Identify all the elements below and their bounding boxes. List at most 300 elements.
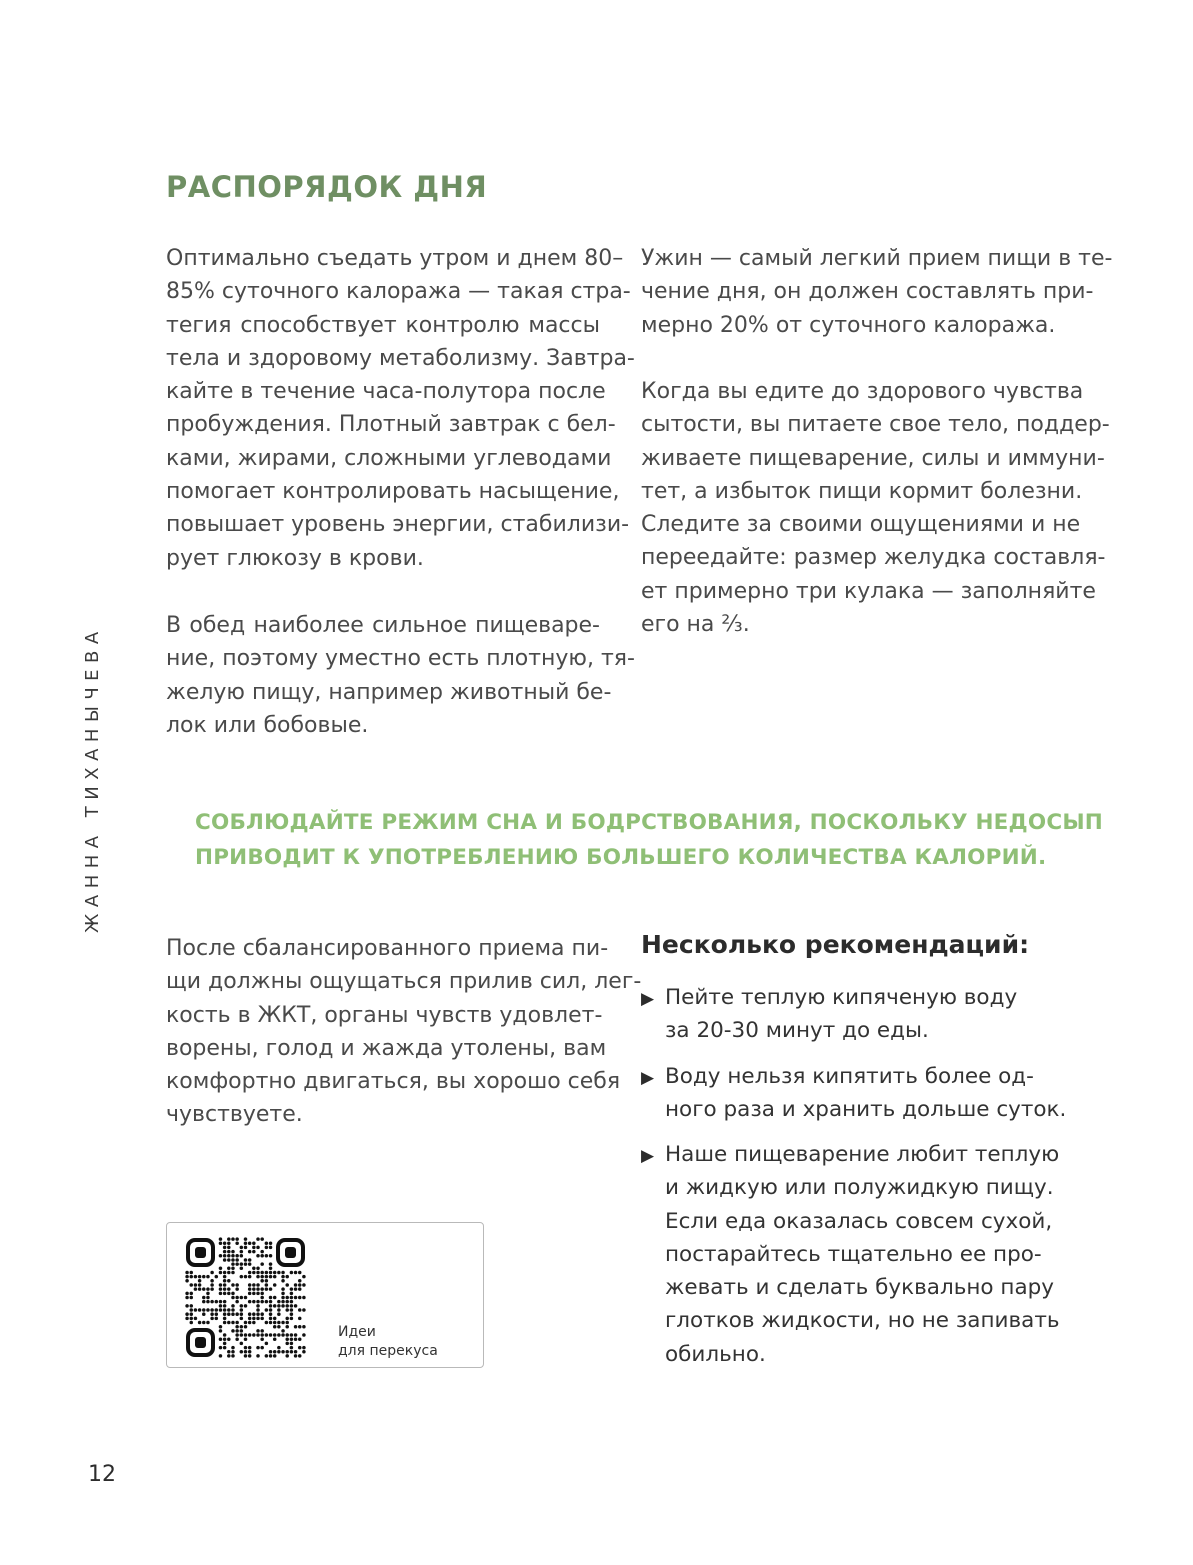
qr-module: [273, 1317, 277, 1321]
qr-module: [285, 1333, 289, 1337]
qr-module: [198, 1287, 202, 1291]
text-line: В обед наиболее сильное пищеваре-: [166, 613, 600, 638]
qr-caption: [338, 1323, 438, 1360]
qr-module: [260, 1317, 264, 1321]
qr-module: [231, 1292, 235, 1296]
qr-module: [206, 1275, 210, 1279]
page-number: 12: [88, 1462, 116, 1487]
qr-module: [248, 1350, 252, 1354]
qr-module: [265, 1308, 269, 1312]
text-line: пробуждения. Плотный завтрак с бел-: [166, 412, 616, 438]
qr-module: [190, 1296, 194, 1300]
qr-module: [260, 1271, 264, 1275]
qr-module: [285, 1354, 289, 1358]
qr-module: [277, 1321, 281, 1325]
qr-module: [252, 1271, 256, 1275]
qr-module: [248, 1262, 252, 1266]
text-line: глотков жидкости, но не запивать: [665, 1308, 1060, 1334]
text-line: ворены, голод и жажда утолены, вам: [166, 1035, 607, 1061]
qr-module: [219, 1242, 223, 1246]
qr-module: [219, 1337, 223, 1341]
qr-module: [285, 1342, 289, 1346]
qr-module: [260, 1250, 264, 1254]
qr-module: [185, 1279, 189, 1283]
text-line: и жидкую или полужидкую пищу.: [665, 1175, 1054, 1201]
qr-module: [290, 1296, 294, 1300]
qr-module: [185, 1292, 189, 1296]
triangle-bullet-icon: ▶: [641, 1146, 655, 1166]
qr-module: [219, 1283, 223, 1287]
qr-module: [269, 1287, 273, 1291]
qr-module: [260, 1237, 264, 1241]
qr-module: [198, 1283, 202, 1287]
qr-module: [248, 1354, 252, 1358]
text-line: Воду нельзя кипятить более од-: [665, 1064, 1034, 1089]
qr-module: [285, 1304, 289, 1308]
qr-module: [227, 1354, 231, 1358]
qr-module: [252, 1283, 256, 1287]
recommendation-item: [641, 1060, 1067, 1127]
qr-module: [235, 1237, 239, 1241]
qr-module: [277, 1325, 281, 1329]
qr-module: [202, 1312, 206, 1316]
qr-module: [219, 1300, 223, 1304]
qr-module: [256, 1254, 260, 1258]
qr-module: [210, 1271, 214, 1275]
qr-module: [260, 1300, 264, 1304]
qr-module: [260, 1337, 264, 1341]
qr-module: [248, 1242, 252, 1246]
qr-module: [231, 1354, 235, 1358]
qr-module: [202, 1287, 206, 1291]
qr-module: [285, 1300, 289, 1304]
qr-module: [285, 1321, 289, 1325]
qr-module: [240, 1325, 244, 1329]
qr-module: [285, 1283, 289, 1287]
qr-module: [281, 1271, 285, 1275]
qr-module: [252, 1312, 256, 1316]
qr-module: [298, 1325, 302, 1329]
qr-module: [244, 1321, 248, 1325]
qr-module: [265, 1275, 269, 1279]
qr-module: [290, 1317, 294, 1321]
qr-module: [240, 1342, 244, 1346]
right-paragraph-1: [641, 242, 1113, 342]
text-line: мерно 20% от суточного калоража.: [641, 312, 1056, 338]
qr-module: [202, 1300, 206, 1304]
qr-module: [219, 1267, 223, 1271]
qr-module: [206, 1308, 210, 1312]
qr-module: [256, 1292, 260, 1296]
qr-module: [244, 1296, 248, 1300]
recommendation-item: [641, 1138, 1061, 1371]
qr-module: [298, 1317, 302, 1321]
qr-module: [273, 1271, 277, 1275]
qr-module: [235, 1296, 239, 1300]
left-paragraph-2: [166, 609, 635, 742]
qr-module: [256, 1354, 260, 1358]
qr-module: [223, 1317, 227, 1321]
text-line: Оптимально съедать утром и днем 80–: [166, 246, 624, 271]
qr-module: [198, 1321, 202, 1325]
qr-module: [215, 1300, 219, 1304]
qr-module: [244, 1304, 248, 1308]
qr-module: [269, 1267, 273, 1271]
qr-module: [240, 1312, 244, 1316]
qr-module: [244, 1337, 248, 1341]
qr-module: [231, 1262, 235, 1266]
qr-module: [219, 1237, 223, 1241]
qr-module: [244, 1333, 248, 1337]
qr-module: [223, 1337, 227, 1341]
qr-module: [273, 1283, 277, 1287]
qr-module: [265, 1300, 269, 1304]
qr-module: [260, 1329, 264, 1333]
qr-module: [190, 1317, 194, 1321]
qr-module: [219, 1292, 223, 1296]
qr-module: [269, 1262, 273, 1266]
qr-module: [273, 1275, 277, 1279]
qr-module: [265, 1287, 269, 1291]
qr-module: [235, 1283, 239, 1287]
text-line: желую пищу, например животный бе-: [166, 679, 612, 705]
qr-module: [190, 1271, 194, 1275]
qr-module: [223, 1275, 227, 1279]
qr-module: [223, 1321, 227, 1325]
qr-module: [302, 1283, 306, 1287]
qr-module: [231, 1296, 235, 1300]
qr-module: [290, 1304, 294, 1308]
qr-module: [223, 1287, 227, 1291]
qr-module: [252, 1300, 256, 1304]
text-line: комфортно двигаться, вы хорошо себя: [166, 1069, 621, 1095]
qr-module: [223, 1279, 227, 1283]
qr-module: [256, 1275, 260, 1279]
qr-module: [269, 1312, 273, 1316]
qr-module: [273, 1354, 277, 1358]
qr-module: [235, 1254, 239, 1258]
qr-code-icon[interactable]: [185, 1237, 306, 1358]
qr-module: [227, 1292, 231, 1296]
qr-module: [298, 1354, 302, 1358]
qr-module: [256, 1346, 260, 1350]
qr-module: [185, 1304, 189, 1308]
qr-module: [244, 1258, 248, 1262]
qr-module: [302, 1275, 306, 1279]
qr-module: [298, 1287, 302, 1291]
qr-module: [248, 1312, 252, 1316]
qr-module: [273, 1350, 277, 1354]
qr-module: [206, 1300, 210, 1304]
qr-module: [227, 1254, 231, 1258]
qr-module: [244, 1350, 248, 1354]
text-line: тегия способствует контролю массы: [166, 312, 600, 338]
text-line: ками, жирами, сложными углеводами: [166, 445, 612, 471]
qr-module: [219, 1304, 223, 1308]
qr-module: [223, 1271, 227, 1275]
qr-module: [256, 1312, 260, 1316]
text-line: жевать и сделать буквально пару: [665, 1275, 1055, 1301]
text-line: Пейте теплую кипяченую воду: [665, 985, 1018, 1010]
qr-module: [256, 1283, 260, 1287]
text-line: Наше пищеварение любит теплую: [665, 1142, 1060, 1167]
qr-module: [265, 1283, 269, 1287]
text-line: Ужин — самый легкий прием пищи в те-: [641, 246, 1113, 271]
qr-module: [256, 1267, 260, 1271]
qr-module: [265, 1321, 269, 1325]
qr-module: [290, 1308, 294, 1312]
qr-module: [260, 1292, 264, 1296]
left-paragraph-1: [166, 242, 635, 575]
text-line: переедайте: размер желудка составля-: [641, 545, 1106, 571]
qr-module: [194, 1308, 198, 1312]
qr-module: [223, 1250, 227, 1254]
qr-module: [227, 1267, 231, 1271]
qr-module: [231, 1283, 235, 1287]
qr-module: [231, 1258, 235, 1262]
text-line: кость в ЖКТ, органы чувств удовлет-: [166, 1002, 603, 1028]
qr-module: [206, 1321, 210, 1325]
qr-module: [260, 1275, 264, 1279]
qr-module: [281, 1292, 285, 1296]
qr-module: [248, 1292, 252, 1296]
qr-module: [244, 1237, 248, 1241]
text-line: ет примерно три кулака — заполняйте: [641, 578, 1096, 604]
qr-module: [281, 1350, 285, 1354]
qr-module: [190, 1321, 194, 1325]
qr-module: [227, 1258, 231, 1262]
qr-module: [210, 1287, 214, 1291]
qr-module: [277, 1304, 281, 1308]
text-line: помогает контролировать насыщение,: [166, 479, 620, 505]
qr-module: [302, 1350, 306, 1354]
qr-module: [252, 1267, 256, 1271]
qr-module: [240, 1296, 244, 1300]
qr-module: [252, 1333, 256, 1337]
text-line: ного раза и хранить дольше суток.: [665, 1097, 1067, 1123]
qr-module: [269, 1304, 273, 1308]
right-paragraph-2: [641, 375, 1110, 641]
qr-module: [281, 1333, 285, 1337]
qr-module: [277, 1350, 281, 1354]
qr-module: [219, 1308, 223, 1312]
qr-module: [302, 1325, 306, 1329]
qr-module: [223, 1242, 227, 1246]
qr-module: [227, 1350, 231, 1354]
qr-module: [277, 1312, 281, 1316]
qr-module: [265, 1242, 269, 1246]
qr-module: [252, 1287, 256, 1291]
qr-module: [265, 1333, 269, 1337]
qr-module: [231, 1237, 235, 1241]
callout-line: СОБЛЮДАЙТЕ РЕЖИМ СНА И БОДРСТВОВАНИЯ, ПОСКОЛЬКУ НЕДОСЫП: [195, 810, 1104, 835]
qr-module: [302, 1333, 306, 1337]
qr-module: [219, 1329, 223, 1333]
qr-card[interactable]: [166, 1222, 484, 1368]
qr-module: [252, 1250, 256, 1254]
qr-module: [235, 1325, 239, 1329]
qr-module: [248, 1271, 252, 1275]
qr-module: [294, 1325, 298, 1329]
qr-module: [185, 1312, 189, 1316]
qr-module: [235, 1329, 239, 1333]
qr-module: [227, 1271, 231, 1275]
qr-module: [265, 1354, 269, 1358]
qr-module: [219, 1287, 223, 1291]
qr-module: [223, 1346, 227, 1350]
qr-module: [290, 1300, 294, 1304]
after-meal-paragraph: [166, 932, 642, 1132]
qr-module: [290, 1312, 294, 1316]
qr-module: [219, 1271, 223, 1275]
qr-module: [260, 1254, 264, 1258]
qr-module: [290, 1271, 294, 1275]
callout-quote: [195, 806, 1103, 875]
qr-module: [235, 1242, 239, 1246]
qr-module: [273, 1333, 277, 1337]
qr-module: [223, 1292, 227, 1296]
qr-module: [265, 1342, 269, 1346]
qr-module: [256, 1304, 260, 1308]
qr-module: [298, 1346, 302, 1350]
qr-module: [235, 1321, 239, 1325]
qr-module: [269, 1321, 273, 1325]
qr-module: [269, 1333, 273, 1337]
qr-module: [227, 1279, 231, 1283]
qr-module: [273, 1325, 277, 1329]
qr-module: [298, 1308, 302, 1312]
qr-module: [219, 1325, 223, 1329]
qr-module: [190, 1292, 194, 1296]
qr-module: [194, 1317, 198, 1321]
qr-module: [281, 1275, 285, 1279]
qr-module: [265, 1246, 269, 1250]
qr-module: [298, 1296, 302, 1300]
text-line: чение дня, он должен составлять при-: [641, 279, 1094, 305]
recommendations-title: Несколько рекомендаций:: [641, 930, 1030, 959]
qr-module: [198, 1279, 202, 1283]
qr-module: [248, 1250, 252, 1254]
qr-module: [256, 1287, 260, 1291]
qr-module: [260, 1287, 264, 1291]
text-line: постарайтесь тщательно ее про-: [665, 1241, 1042, 1267]
qr-module: [210, 1300, 214, 1304]
text-line: чувствуете.: [166, 1102, 303, 1128]
qr-module: [202, 1296, 206, 1300]
qr-module: [285, 1296, 289, 1300]
qr-module: [240, 1304, 244, 1308]
text-line: кайте в течение часа-полутора после: [166, 379, 606, 405]
qr-module: [248, 1275, 252, 1279]
qr-module: [231, 1254, 235, 1258]
text-line: 85% суточного калоража — такая стра-: [166, 279, 631, 305]
qr-module: [294, 1333, 298, 1337]
text-line: его на ⅔.: [641, 612, 750, 638]
qr-module: [248, 1346, 252, 1350]
triangle-bullet-icon: ▶: [641, 989, 655, 1009]
qr-module: [240, 1329, 244, 1333]
qr-module: [231, 1329, 235, 1333]
qr-module: [298, 1271, 302, 1275]
qr-module: [248, 1258, 252, 1262]
qr-module: [223, 1333, 227, 1337]
qr-module: [277, 1333, 281, 1337]
qr-module: [273, 1296, 277, 1300]
qr-module: [244, 1354, 248, 1358]
qr-module: [294, 1283, 298, 1287]
qr-module: [281, 1300, 285, 1304]
qr-module: [285, 1325, 289, 1329]
qr-module: [248, 1300, 252, 1304]
qr-module: [281, 1304, 285, 1308]
qr-module: [290, 1346, 294, 1350]
text-line: за 20-30 минут до еды.: [665, 1018, 929, 1044]
qr-module: [260, 1346, 264, 1350]
qr-module: [235, 1300, 239, 1304]
qr-module: [231, 1350, 235, 1354]
qr-module: [302, 1346, 306, 1350]
qr-module: [269, 1242, 273, 1246]
qr-module: [285, 1308, 289, 1312]
qr-module: [198, 1308, 202, 1312]
qr-module: [252, 1246, 256, 1250]
qr-module: [260, 1312, 264, 1316]
qr-module: [198, 1275, 202, 1279]
qr-module: [231, 1308, 235, 1312]
qr-module: [260, 1262, 264, 1266]
qr-module: [219, 1354, 223, 1358]
qr-module: [240, 1275, 244, 1279]
callout-line: ПРИВОДИТ К УПОТРЕБЛЕНИЮ БОЛЬШЕГО КОЛИЧЕСТВА КАЛОРИЙ.: [195, 844, 1047, 870]
qr-module: [244, 1275, 248, 1279]
qr-module: [273, 1321, 277, 1325]
qr-module: [269, 1354, 273, 1358]
qr-module: [265, 1279, 269, 1283]
qr-module: [285, 1337, 289, 1341]
text-line: повышает уровень энергии, стабилизи-: [166, 512, 630, 538]
qr-module: [240, 1308, 244, 1312]
qr-module: [244, 1246, 248, 1250]
qr-module: [227, 1287, 231, 1291]
qr-module: [290, 1342, 294, 1346]
text-line: Если еда оказалась совсем сухой,: [665, 1208, 1053, 1234]
qr-module: [231, 1321, 235, 1325]
qr-module: [223, 1304, 227, 1308]
qr-module: [194, 1283, 198, 1287]
qr-module: [235, 1337, 239, 1341]
qr-module: [269, 1350, 273, 1354]
qr-module: [190, 1275, 194, 1279]
qr-module: [185, 1296, 189, 1300]
qr-caption-line: для перекуса: [338, 1342, 438, 1359]
qr-module: [231, 1346, 235, 1350]
qr-module: [240, 1250, 244, 1254]
qr-module: [260, 1279, 264, 1283]
qr-module: [231, 1267, 235, 1271]
qr-module: [298, 1283, 302, 1287]
qr-module: [190, 1304, 194, 1308]
text-line: щи должны ощущаться прилив сил, лег-: [166, 969, 642, 995]
qr-module: [290, 1287, 294, 1291]
page-title: РАСПОРЯДОК ДНЯ: [166, 170, 488, 204]
author-name-vertical: ЖАННА ТИХАНЫЧЕВА: [82, 625, 103, 933]
qr-module: [210, 1283, 214, 1287]
qr-module: [190, 1308, 194, 1312]
qr-module: [244, 1325, 248, 1329]
qr-module: [244, 1262, 248, 1266]
triangle-bullet-icon: ▶: [641, 1068, 655, 1088]
qr-module: [248, 1287, 252, 1291]
